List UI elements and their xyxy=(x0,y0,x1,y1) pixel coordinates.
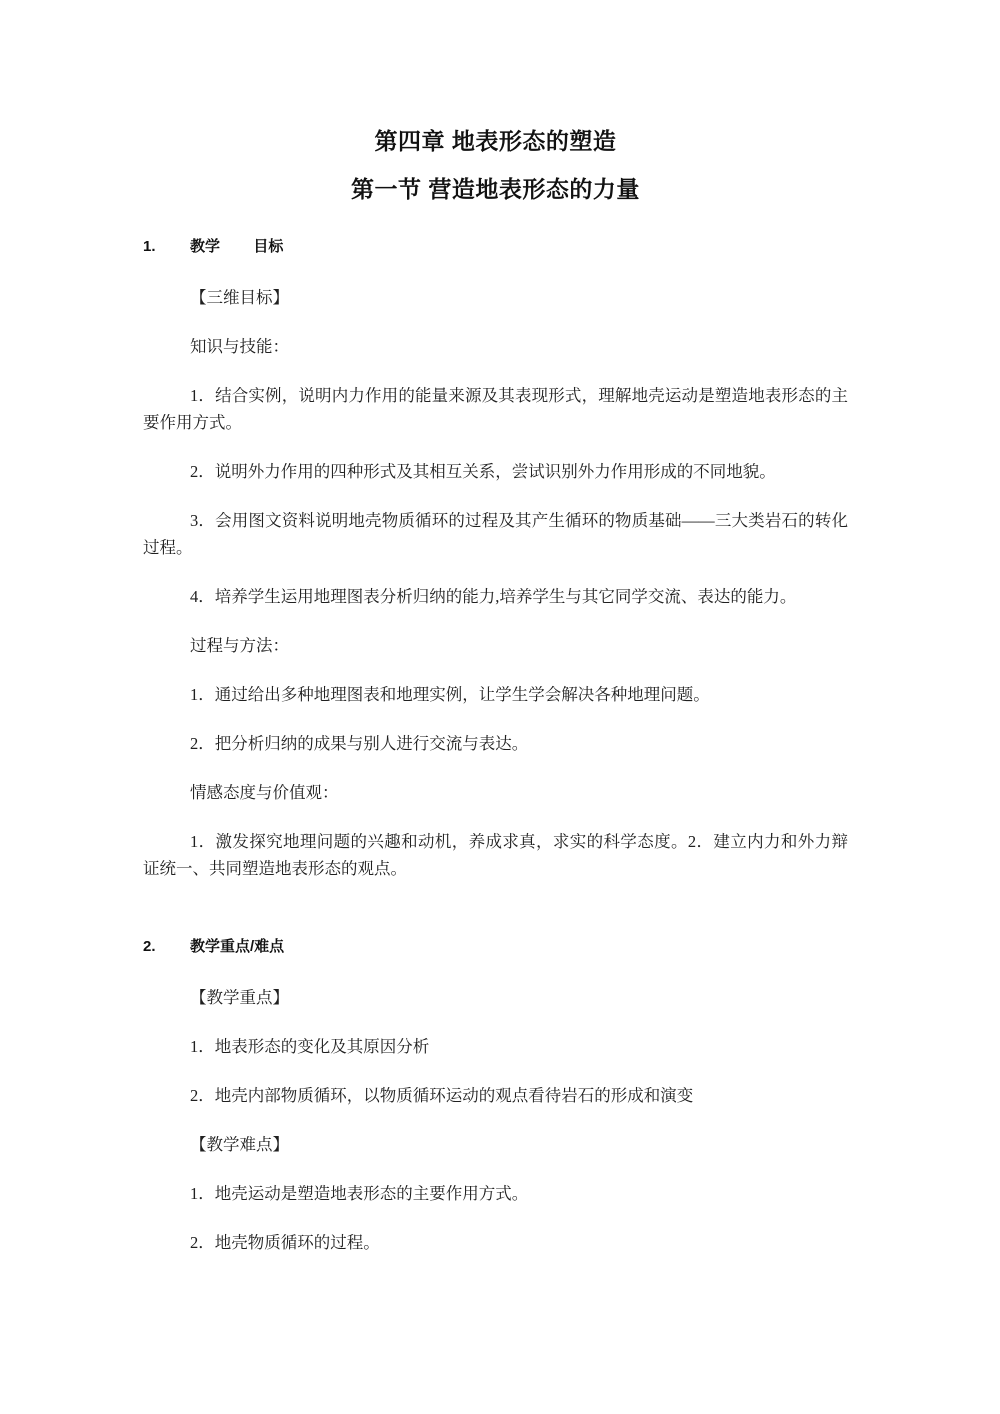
subsection-label-difficult-points: 【教学难点】 xyxy=(190,1135,289,1154)
section-number-1: 1. xyxy=(143,238,156,255)
document-title-line-1: 第四章 地表形态的塑造 xyxy=(374,128,617,154)
attitude-item-1: 1．激发探究地理问题的兴趣和动机，养成求真，求实的科学态度。2．建立内力和外力辩证统一、共同塑造地表形态的观点。 xyxy=(143,832,848,878)
subsection-label-attitude-values: 情感态度与价值观： xyxy=(190,783,339,802)
subsection-label-process-method: 过程与方法： xyxy=(190,636,289,655)
section-heading-2 xyxy=(143,936,848,957)
goal-item-2: 2．说明外力作用的四种形式及其相互关系，尝试识别外力作用形成的不同地貌。 xyxy=(190,462,776,481)
section-title-1: 教学 目标 xyxy=(190,238,284,255)
difficult-point-item-1: 1．地壳运动是塑造地表形态的主要作用方式。 xyxy=(190,1184,529,1203)
section-number-2: 2. xyxy=(143,938,156,955)
key-point-item-1: 1．地表形态的变化及其原因分析 xyxy=(190,1037,430,1056)
document-title-line-2: 第一节 营造地表形态的力量 xyxy=(351,176,640,202)
difficult-point-item-2: 2．地壳物质循环的过程。 xyxy=(190,1233,380,1252)
process-item-2: 2．把分析归纳的成果与别人进行交流与表达。 xyxy=(190,734,529,753)
process-item-1: 1．通过给出多种地理图表和地理实例，让学生学会解决各种地理问题。 xyxy=(190,685,710,704)
goal-item-4: 4．培养学生运用地理图表分析归纳的能力,培养学生与其它同学交流、表达的能力。 xyxy=(190,587,797,606)
section-heading-1 xyxy=(143,236,848,257)
goal-item-3: 3．会用图文资料说明地壳物质循环的过程及其产生循环的物质基础——三大类岩石的转化过程。 xyxy=(143,511,848,557)
key-point-item-2: 2．地壳内部物质循环，以物质循环运动的观点看待岩石的形成和演变 xyxy=(190,1086,694,1105)
subsection-label-knowledge-skills: 知识与技能： xyxy=(190,337,289,356)
document-content xyxy=(143,0,848,1256)
section-title-2: 教学重点/难点 xyxy=(190,938,285,955)
subsection-label-key-points: 【教学重点】 xyxy=(190,988,289,1007)
goal-item-1: 1．结合实例，说明内力作用的能量来源及其表现形式，理解地壳运动是塑造地表形态的主要作用方式。 xyxy=(143,386,848,432)
subsection-label-three-dimensional-goals: 【三维目标】 xyxy=(190,288,289,307)
